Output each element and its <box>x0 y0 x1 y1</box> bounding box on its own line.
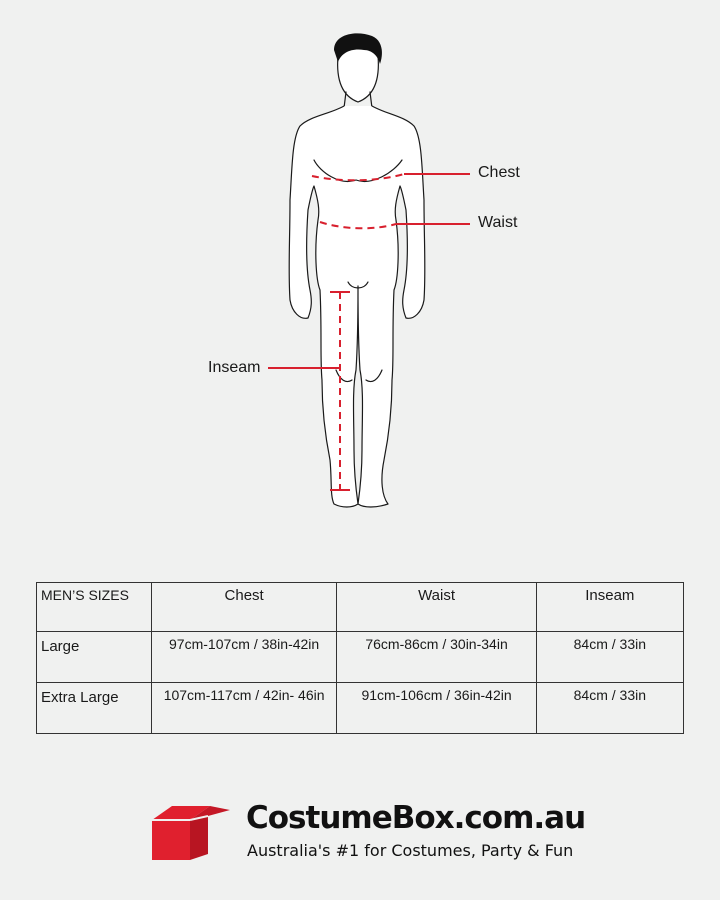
header-inseam: Inseam <box>536 583 683 632</box>
chest-cell: 97cm-107cm / 38in-42in <box>151 632 337 683</box>
brand-tagline: Australia's #1 for Costumes, Party & Fun <box>247 841 574 860</box>
waist-cell: 91cm-106cm / 36in-42in <box>337 683 536 734</box>
size-table <box>36 582 684 734</box>
costumebox-logo[interactable] <box>150 798 590 868</box>
box-icon <box>150 802 232 862</box>
chest-cell: 107cm-117cm / 42in- 46in <box>151 683 337 734</box>
size-name-cell: Large <box>37 632 152 683</box>
waist-cell: 76cm-86cm / 30in-34in <box>337 632 536 683</box>
inseam-label: Inseam <box>208 359 261 376</box>
table-row <box>37 632 684 683</box>
inseam-cell: 84cm / 33in <box>536 683 683 734</box>
brand-name: CostumeBox.com.au <box>246 800 586 836</box>
table-row <box>37 683 684 734</box>
size-name-cell: Extra Large <box>37 683 152 734</box>
inseam-cell: 84cm / 33in <box>536 632 683 683</box>
waist-label: Waist <box>478 214 518 231</box>
header-mens-sizes: MEN’S SIZES <box>37 583 152 632</box>
header-waist: Waist <box>337 583 536 632</box>
table-header-row <box>37 583 684 632</box>
chest-label: Chest <box>478 164 520 181</box>
header-chest: Chest <box>151 583 337 632</box>
